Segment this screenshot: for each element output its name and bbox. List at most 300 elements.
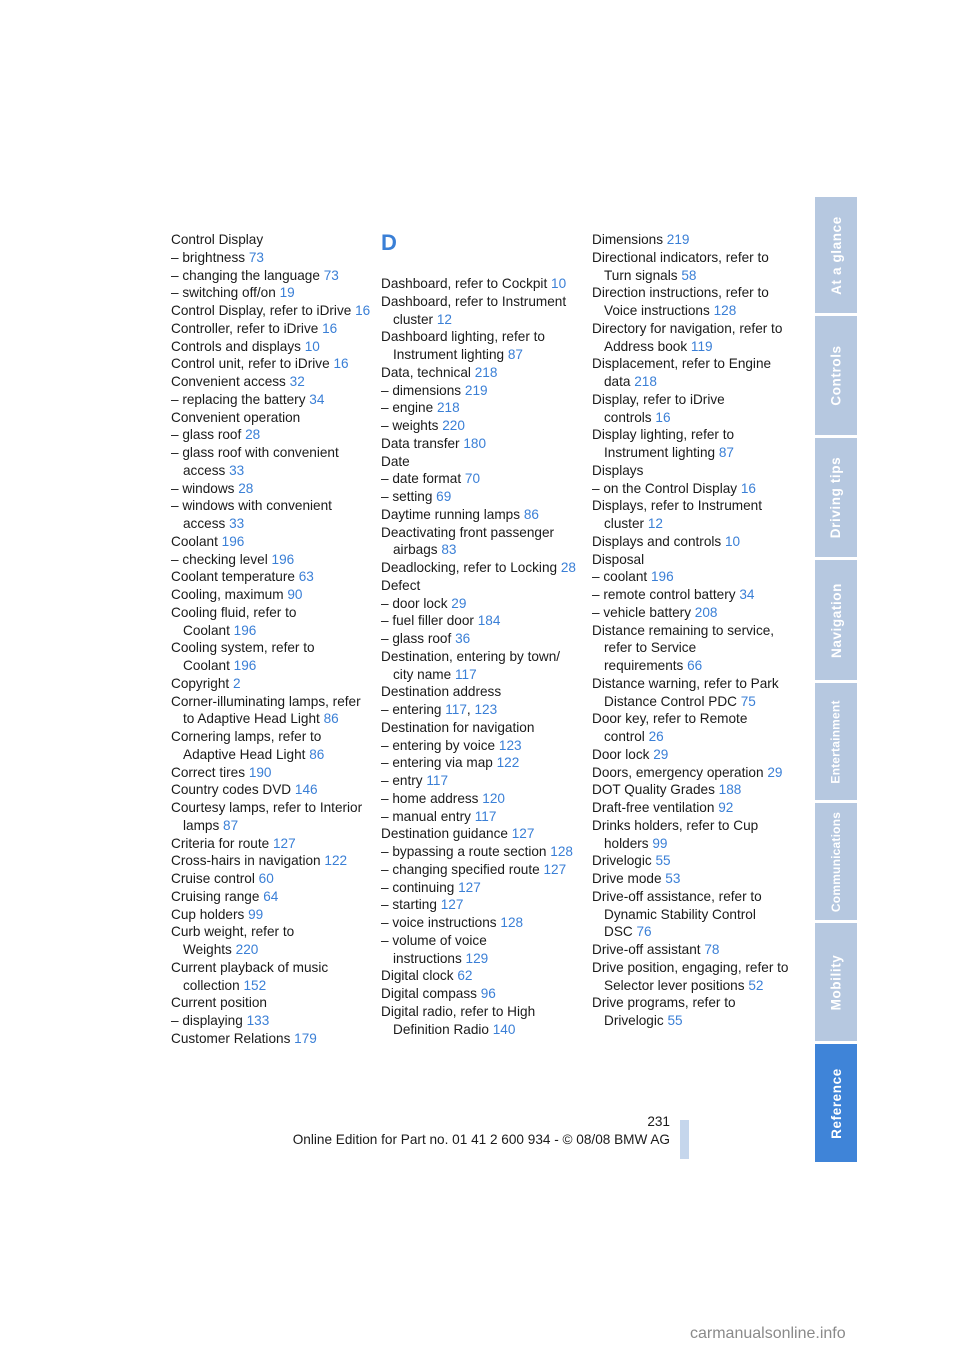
- index-entry: [171, 959, 371, 995]
- tab-label: At a glance: [828, 215, 844, 295]
- index-entry: [381, 382, 581, 400]
- entry-term: – changing the language: [171, 267, 320, 283]
- index-entry: [592, 888, 792, 941]
- index-entry: [171, 994, 371, 1012]
- entry-term: Dashboard, refer to Instrument cluster: [381, 293, 567, 327]
- page-link[interactable]: 26: [648, 729, 664, 744]
- page-link[interactable]: 33: [229, 516, 245, 531]
- entry-term: – on the Control Display: [592, 480, 738, 496]
- page-link[interactable]: 73: [323, 267, 339, 283]
- page-link[interactable]: 117: [454, 666, 477, 682]
- index-entry: [381, 435, 581, 453]
- page-link[interactable]: 69: [436, 489, 452, 504]
- page-link[interactable]: 10: [724, 533, 741, 549]
- page-link[interactable]: 196: [271, 551, 295, 567]
- page-link[interactable]: 86: [323, 711, 339, 727]
- index-entry: [592, 710, 792, 746]
- entry-term: Control unit, refer to iDrive: [171, 356, 330, 372]
- index-entry: [592, 870, 792, 888]
- page-link[interactable]: 55: [655, 853, 671, 869]
- index-entry: [592, 852, 792, 870]
- entry-term: Coolant: [171, 533, 218, 549]
- entry-term: Drive mode: [592, 871, 662, 886]
- entry-term: Disposal: [592, 551, 645, 567]
- index-column-3: [592, 231, 792, 1030]
- index-entry: [171, 923, 371, 959]
- index-entry: [592, 764, 792, 782]
- index-entry: [171, 568, 371, 586]
- index-entry: [592, 497, 792, 533]
- entry-term: Drive-off assistant: [592, 942, 701, 957]
- page-link[interactable]: 10: [551, 276, 567, 291]
- index-entry: [381, 399, 581, 417]
- index-entry: [592, 781, 792, 799]
- index-column-1: [171, 231, 371, 1048]
- entry-term: – brightness: [171, 249, 246, 265]
- footer-text: Online Edition for Part no. 01 41 2 600 934 - © 08/08 BMW AG: [292, 1132, 670, 1147]
- page-link[interactable]: 219: [666, 232, 690, 247]
- page-link[interactable]: 28: [238, 480, 254, 496]
- entry-term: Cruising range: [171, 888, 260, 904]
- entry-term: Displays and controls: [592, 533, 722, 549]
- index-entry: [381, 967, 581, 985]
- page-link[interactable]: 19: [279, 285, 295, 301]
- entry-term: Distance remaining to service, refer to Service requirements: [592, 622, 775, 673]
- entry-term: – manual entry: [381, 808, 471, 824]
- page-link[interactable]: 140: [492, 1021, 516, 1037]
- index-entry: [592, 320, 792, 356]
- index-entry: [171, 284, 371, 302]
- index-entry: [592, 284, 792, 320]
- entry-term: Coolant temperature: [171, 569, 295, 585]
- index-entry: [381, 648, 581, 684]
- page-link[interactable]: 188: [718, 782, 742, 798]
- entry-term: – starting: [381, 897, 437, 913]
- page-link[interactable]: 16: [740, 480, 756, 496]
- index-entry: [171, 373, 371, 391]
- entry-term: – windows: [171, 480, 235, 496]
- index-entry: [592, 533, 792, 551]
- page-link[interactable]: 129: [465, 950, 489, 966]
- page-link[interactable]: 180: [463, 435, 487, 451]
- index-entry: [171, 1012, 371, 1030]
- entry-term: Destination for navigation: [381, 719, 535, 735]
- tab-reference[interactable]: [815, 1044, 857, 1162]
- page-link[interactable]: 73: [248, 249, 264, 265]
- index-entry: [381, 453, 581, 471]
- page-link[interactable]: 32: [289, 374, 305, 389]
- index-entry: [381, 612, 581, 630]
- page-link[interactable]: 122: [324, 853, 348, 869]
- index-column-2: [381, 231, 581, 1038]
- page-link[interactable]: 12: [647, 516, 663, 531]
- entry-term: – engine: [381, 400, 434, 416]
- entry-term: Doors, emergency operation: [592, 764, 764, 780]
- index-entry: [171, 764, 371, 782]
- entry-term: – setting: [381, 489, 433, 504]
- page-link[interactable]: 28: [560, 560, 576, 575]
- page-link[interactable]: 87: [223, 817, 239, 833]
- index-entry: [592, 586, 792, 604]
- index-entry: [381, 683, 581, 701]
- tab-label: Communications: [829, 811, 843, 912]
- index-entry: [381, 719, 581, 737]
- entry-term: Curb weight, refer to Weights: [171, 924, 295, 957]
- index-entry: [171, 870, 371, 888]
- index-entry: [592, 391, 792, 427]
- index-entry: [592, 231, 792, 249]
- index-entry: [381, 470, 581, 488]
- entry-term: Control Display, refer to iDrive: [171, 303, 352, 318]
- index-entry: [381, 737, 581, 755]
- entry-term: Copyright: [171, 675, 230, 691]
- index-entry: [381, 914, 581, 932]
- entry-term: Distance warning, refer to Park Distance Control PDC: [592, 675, 779, 709]
- entry-term: Dimensions: [592, 232, 664, 247]
- index-entry: [171, 639, 371, 675]
- tab-controls[interactable]: [815, 316, 857, 435]
- tab-entertainment[interactable]: [815, 683, 857, 800]
- entry-term: – vehicle battery: [592, 604, 691, 620]
- page-link[interactable]: 60: [258, 871, 274, 886]
- page-link[interactable]: 12: [436, 311, 452, 327]
- entry-term: – fuel filler door: [381, 613, 474, 629]
- index-entry: [171, 604, 371, 640]
- index-entry: [381, 488, 581, 506]
- page-link[interactable]: 55: [667, 1013, 683, 1028]
- entry-term: – entering: [381, 702, 442, 717]
- page-link[interactable]: 62: [457, 968, 473, 984]
- entry-term: – changing specified route: [381, 861, 540, 877]
- page-link[interactable]: 34: [739, 587, 755, 602]
- page-link[interactable]: 219: [464, 382, 488, 398]
- page-link[interactable]: 78: [704, 942, 720, 957]
- index-entry: [171, 249, 371, 267]
- entry-term: Displays: [592, 462, 644, 478]
- entry-term: – entry: [381, 773, 423, 788]
- tab-driving-tips[interactable]: [815, 438, 857, 557]
- page-link[interactable]: 58: [681, 267, 697, 283]
- index-entry: [171, 888, 371, 906]
- index-entry: [171, 302, 371, 320]
- entry-term: Cooling system, refer to Coolant: [171, 640, 315, 673]
- index-entry: [592, 551, 792, 569]
- page-link[interactable]: 76: [636, 924, 652, 940]
- entry-term: Customer Relations: [171, 1030, 291, 1046]
- entry-term: – dimensions: [381, 382, 462, 398]
- page-link[interactable]: 123: [474, 702, 498, 717]
- page-link[interactable]: 16: [333, 356, 349, 372]
- entry-term: – switching off/on: [171, 285, 276, 301]
- page-link[interactable]: 122: [496, 755, 520, 771]
- entry-term: Controller, refer to iDrive: [171, 320, 319, 336]
- page-link[interactable]: 16: [322, 320, 338, 336]
- page-link[interactable]: 127: [511, 826, 535, 842]
- entry-term: Display, refer to iDrive controls: [592, 391, 725, 425]
- entry-term: Drive position, engaging, refer to Selector lever positions: [592, 959, 789, 993]
- entry-term: Cooling fluid, refer to Coolant: [171, 604, 297, 638]
- entry-term: Courtesy lamps, refer to Interior lamps: [171, 800, 363, 833]
- page-link[interactable]: 120: [482, 790, 505, 806]
- page-link[interactable]: 16: [355, 303, 371, 318]
- entry-term: – glass roof: [171, 427, 242, 443]
- index-entry: [592, 480, 792, 498]
- section-letter: D: [381, 230, 397, 255]
- page-link[interactable]: 127: [458, 879, 481, 895]
- page-link[interactable]: 16: [655, 409, 671, 425]
- entry-term: Convenient access: [171, 374, 286, 389]
- page-link[interactable]: 86: [309, 746, 325, 762]
- index-entry: [381, 825, 581, 843]
- page-link[interactable]: 117: [426, 773, 449, 788]
- tab-at-a-glance[interactable]: [815, 197, 857, 313]
- entry-term: – remote control battery: [592, 587, 736, 602]
- entry-term: – windows with convenient access: [171, 498, 332, 531]
- tab-label: Controls: [828, 345, 844, 406]
- index-entry: [381, 524, 581, 560]
- page-link[interactable]: 127: [273, 835, 296, 851]
- page-link[interactable]: 190: [248, 764, 272, 780]
- page-link[interactable]: 53: [665, 871, 681, 886]
- entry-term: Door lock: [592, 746, 650, 762]
- page-link[interactable]: 117: [474, 808, 497, 824]
- entry-term: – replacing the battery: [171, 391, 306, 407]
- page-link[interactable]: 99: [652, 835, 668, 851]
- entry-term: – coolant: [592, 569, 648, 585]
- index-entry: [592, 959, 792, 995]
- page-link[interactable]: 99: [248, 906, 264, 922]
- entry-term: Defect: [381, 577, 421, 593]
- index-entry: [171, 781, 371, 799]
- entry-term: – weights: [381, 418, 439, 433]
- page-link[interactable]: 87: [507, 347, 523, 362]
- page-link[interactable]: 218: [474, 364, 498, 380]
- entry-term: Destination address: [381, 684, 502, 700]
- entry-term: – entering via map: [381, 755, 493, 771]
- index-entry: [592, 426, 792, 462]
- index-entry: [171, 391, 371, 409]
- index-entry: [381, 1003, 581, 1039]
- page-link[interactable]: 133: [246, 1013, 270, 1028]
- page-link[interactable]: 36: [455, 631, 471, 646]
- entry-term: Country codes DVD: [171, 782, 292, 798]
- index-entry: [592, 355, 792, 391]
- page-link[interactable]: 63: [298, 569, 314, 585]
- index-entry: [592, 941, 792, 959]
- page-link[interactable]: 29: [653, 746, 669, 762]
- page-link[interactable]: 220: [235, 942, 259, 957]
- page-link[interactable]: 196: [233, 622, 257, 638]
- page-link[interactable]: 29: [767, 764, 783, 780]
- entry-term: – displaying: [171, 1013, 243, 1028]
- page-link[interactable]: 66: [687, 658, 703, 673]
- page-link[interactable]: 127: [440, 897, 464, 913]
- entry-term: – door lock: [381, 595, 448, 611]
- index-entry: [171, 693, 371, 729]
- index-entry: [592, 994, 792, 1030]
- entry-term: Dashboard lighting, refer to Instrument lighting: [381, 329, 545, 362]
- page-link[interactable]: 208: [694, 604, 718, 620]
- index-entry: [381, 879, 581, 897]
- page-link[interactable]: 92: [718, 800, 734, 815]
- page-link[interactable]: 2: [232, 675, 241, 691]
- index-entry: [171, 586, 371, 604]
- page-link[interactable]: 86: [523, 506, 539, 522]
- tab-label: Navigation: [828, 582, 844, 658]
- index-entry: [381, 328, 581, 364]
- entry-term: Current position: [171, 995, 267, 1011]
- index-entry: [381, 364, 581, 382]
- page-link[interactable]: 52: [748, 977, 764, 993]
- entry-term: – volume of voice instructions: [381, 932, 487, 966]
- tab-navigation[interactable]: [815, 560, 857, 680]
- entry-term: DOT Quality Grades: [592, 782, 715, 798]
- entry-term: – home address: [381, 790, 479, 806]
- entry-term: Destination guidance: [381, 826, 508, 842]
- index-entry: [592, 622, 792, 675]
- page-link[interactable]: 34: [309, 391, 325, 407]
- entry-term: Convenient operation: [171, 409, 301, 425]
- page-link[interactable]: 117: [445, 702, 467, 717]
- page-link[interactable]: 33: [229, 462, 245, 478]
- page-link[interactable]: 128: [550, 844, 573, 859]
- entry-term: – checking level: [171, 551, 268, 567]
- index-entry: [381, 896, 581, 914]
- page-link[interactable]: 218: [634, 374, 657, 389]
- page-link[interactable]: 196: [233, 658, 257, 673]
- entry-term: Displacement, refer to Engine data: [592, 356, 772, 389]
- page-link[interactable]: 83: [441, 542, 457, 558]
- entry-term: Digital compass: [381, 986, 477, 1001]
- index-entry: [592, 462, 792, 480]
- page-link[interactable]: 196: [221, 533, 245, 549]
- entry-term: Controls and displays: [171, 338, 301, 354]
- entry-term: Drinks holders, refer to Cup holders: [592, 817, 759, 851]
- page-link[interactable]: 28: [245, 427, 261, 443]
- index-entry: [171, 835, 371, 853]
- entry-term: Cornering lamps, refer to Adaptive Head Light: [171, 729, 322, 762]
- index-entry: [171, 338, 371, 356]
- entry-term: Daytime running lamps: [381, 506, 521, 522]
- page-link[interactable]: 75: [740, 693, 756, 709]
- page-link[interactable]: 123: [498, 737, 522, 753]
- tab-label: Driving tips: [828, 456, 844, 539]
- index-entry: [171, 355, 371, 373]
- entry-term: Door key, refer to Remote control: [592, 711, 748, 744]
- index-entry: [381, 275, 581, 293]
- index-entry: [171, 497, 371, 533]
- index-entry: [381, 808, 581, 826]
- entry-term: Deadlocking, refer to Locking: [381, 560, 558, 575]
- entry-term: Drive programs, refer to Drivelogic: [592, 995, 736, 1028]
- index-entry: [171, 320, 371, 338]
- entry-term: – glass roof: [381, 631, 452, 646]
- index-entry: [381, 985, 581, 1003]
- index-entry: [171, 1030, 371, 1048]
- entry-term: Cruise control: [171, 871, 255, 886]
- index-entry: [171, 533, 371, 551]
- entry-term: – entering by voice: [381, 737, 496, 753]
- entry-term: – voice instructions: [381, 915, 497, 930]
- index-entry: [381, 630, 581, 648]
- page-link[interactable]: 10: [304, 338, 320, 354]
- tab-communications[interactable]: [815, 803, 857, 920]
- page-link[interactable]: 87: [718, 445, 734, 460]
- footer-bar: [680, 1120, 689, 1159]
- entry-term: Cooling, maximum: [171, 587, 284, 602]
- tab-label: Mobility: [828, 954, 844, 1010]
- entry-term: Digital clock: [381, 968, 454, 984]
- page-link[interactable]: 128: [500, 915, 524, 930]
- entry-term: – date format: [381, 471, 462, 487]
- page-link[interactable]: 179: [294, 1030, 317, 1046]
- index-entry: [592, 568, 792, 586]
- page-link[interactable]: 196: [650, 569, 674, 585]
- page-link[interactable]: 146: [294, 782, 318, 798]
- index-entry: [592, 604, 792, 622]
- page-link[interactable]: 64: [263, 888, 279, 904]
- page-link[interactable]: 96: [480, 986, 496, 1001]
- index-entry: [381, 417, 581, 435]
- page-link[interactable]: 119: [690, 338, 713, 354]
- index-entry: [381, 293, 581, 329]
- index-entry: [592, 817, 792, 853]
- page-link[interactable]: 127: [543, 861, 567, 877]
- index-entry: [592, 675, 792, 711]
- index-entry: [592, 249, 792, 285]
- entry-term: Cup holders: [171, 906, 245, 922]
- entry-term: Criteria for route: [171, 835, 270, 851]
- page-link[interactable]: 220: [442, 418, 465, 433]
- tab-label: Entertainment: [829, 699, 843, 784]
- index-entry: [171, 852, 371, 870]
- index-entry: [171, 906, 371, 924]
- entry-term: Direction instructions, refer to Voice instructions: [592, 285, 769, 318]
- entry-term: Cross-hairs in navigation: [171, 853, 321, 869]
- tab-label: Reference: [828, 1067, 844, 1139]
- index-entry: [592, 799, 792, 817]
- page-link[interactable]: 128: [713, 303, 737, 318]
- page-link[interactable]: 90: [287, 587, 303, 602]
- index-entry: [171, 444, 371, 480]
- entry-term: Display lighting, refer to Instrument lighting: [592, 427, 735, 460]
- entry-term: Draft-free ventilation: [592, 800, 715, 815]
- page-link[interactable]: 218: [436, 400, 460, 416]
- index-entry: [171, 409, 371, 427]
- index-entry: [171, 675, 371, 693]
- entry-term: Correct tires: [171, 764, 246, 780]
- page-link[interactable]: 184: [477, 613, 501, 629]
- index-entry: [171, 231, 371, 249]
- entry-term: – continuing: [381, 879, 455, 895]
- entry-term: Drivelogic: [592, 853, 652, 869]
- entry-term: Digital radio, refer to High Definition Radio: [381, 1003, 536, 1037]
- page-link[interactable]: 70: [464, 471, 481, 487]
- watermark: carmanualsonline.info: [690, 1325, 846, 1342]
- page-link[interactable]: 29: [451, 595, 467, 611]
- entry-term: Date: [381, 453, 410, 469]
- page-link[interactable]: 152: [243, 977, 267, 993]
- tab-mobility[interactable]: [815, 923, 857, 1041]
- index-entry: [381, 506, 581, 524]
- index-entry: [381, 790, 581, 808]
- entry-term: Current playback of music collection: [171, 959, 329, 993]
- entry-term: Deactivating front passenger airbags: [381, 524, 555, 558]
- index-entry: [171, 426, 371, 444]
- index-entry: [171, 799, 371, 835]
- entry-term: Data transfer: [381, 435, 460, 451]
- index-entry: [381, 595, 581, 613]
